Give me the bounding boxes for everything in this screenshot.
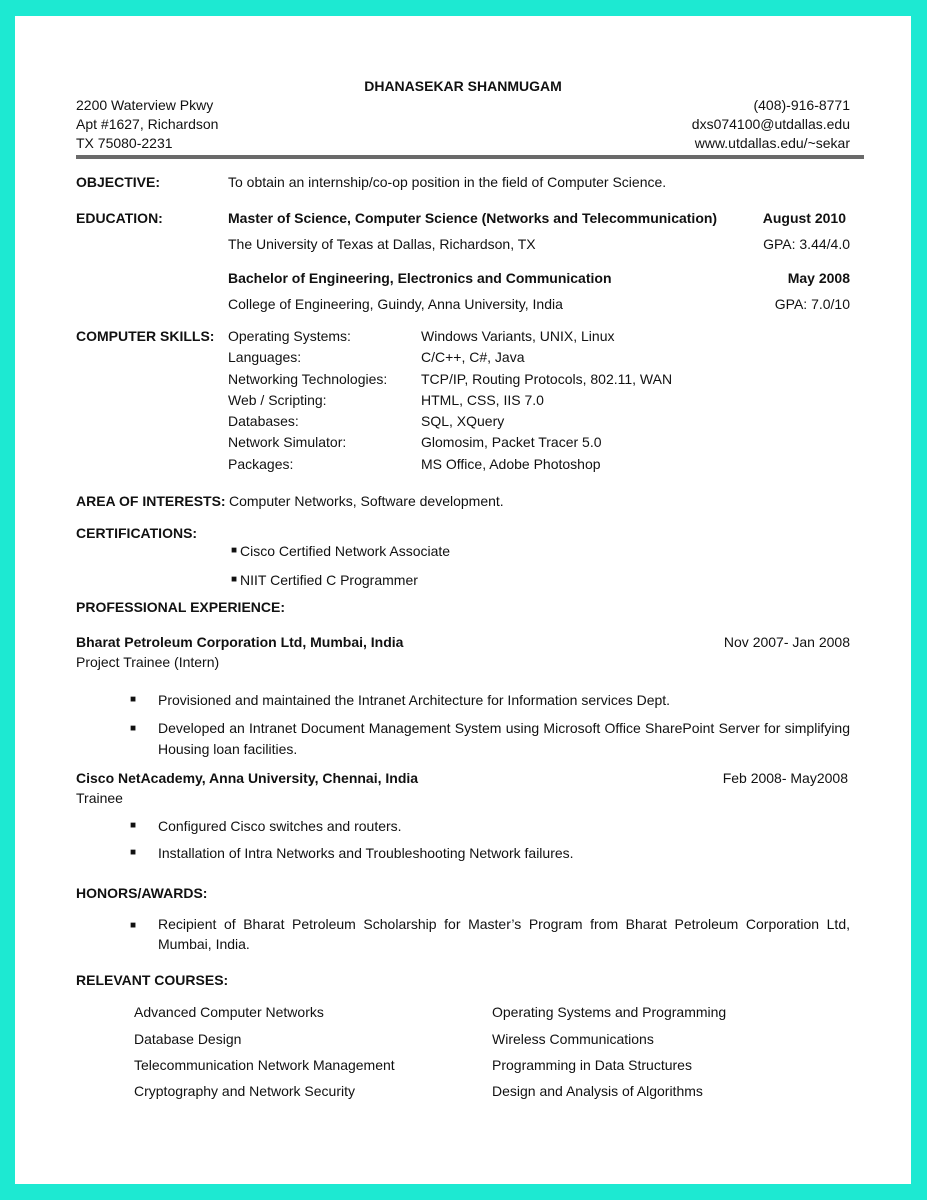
job-2-bullet: Configured Cisco switches and routers. bbox=[158, 818, 402, 834]
bullet-icon: ■ bbox=[231, 545, 238, 556]
job-1-title: Project Trainee (Intern) bbox=[76, 654, 220, 670]
honor-item: Recipient of Bharat Petroleum Scholarship for Master’s Program from Bharat Petroleum Corporation Ltd, Mumbai, India. bbox=[158, 916, 850, 952]
phone: (408)-916-8771 bbox=[753, 97, 850, 113]
address-line-2: Apt #1627, Richardson bbox=[76, 116, 219, 132]
experience-heading: PROFESSIONAL EXPERIENCE: bbox=[76, 599, 286, 615]
job-2-title: Trainee bbox=[76, 790, 123, 806]
skills-heading: COMPUTER SKILLS: bbox=[76, 328, 215, 344]
skill-label: Operating Systems: bbox=[228, 328, 351, 344]
honors-heading: HONORS/AWARDS: bbox=[76, 885, 208, 901]
degree-2-date: May 2008 bbox=[787, 270, 850, 286]
course-item: Database Design bbox=[134, 1031, 242, 1047]
course-item: Telecommunication Network Management bbox=[134, 1057, 395, 1073]
job-1-bullet: Developed an Intranet Document Management System using Microsoft Office SharePoint Server for simplifying Housing loan facilities. bbox=[158, 720, 850, 757]
job-2-company: Cisco NetAcademy, Anna University, Chennai, India bbox=[76, 770, 419, 786]
course-item: Operating Systems and Programming bbox=[492, 1004, 727, 1020]
address-line-1: 2200 Waterview Pkwy bbox=[76, 97, 214, 113]
interests-text: Computer Networks, Software development. bbox=[229, 493, 504, 509]
skill-value: Glomosim, Packet Tracer 5.0 bbox=[421, 434, 602, 450]
school-1: The University of Texas at Dallas, Richardson, TX bbox=[228, 236, 536, 252]
degree-1: Master of Science, Computer Science (Networks and Telecommunication) bbox=[228, 210, 718, 226]
bullet-icon: ■ bbox=[130, 694, 137, 705]
courses-heading: RELEVANT COURSES: bbox=[76, 972, 229, 988]
job-2-bullet: Installation of Intra Networks and Troubleshooting Network failures. bbox=[158, 845, 574, 861]
degree-1-date: August 2010 bbox=[762, 210, 846, 226]
course-item: Wireless Communications bbox=[492, 1031, 654, 1047]
bullet-icon: ■ bbox=[130, 820, 137, 831]
certifications-heading: CERTIFICATIONS: bbox=[76, 525, 198, 541]
objective-heading: OBJECTIVE: bbox=[76, 174, 161, 190]
applicant-name: DHANASEKAR SHANMUGAM bbox=[364, 78, 562, 94]
website: www.utdallas.edu/~sekar bbox=[694, 135, 850, 151]
job-1-bullet: Provisioned and maintained the Intranet Architecture for Information services Dept. bbox=[158, 692, 671, 708]
skill-label: Network Simulator: bbox=[228, 434, 347, 450]
course-item: Advanced Computer Networks bbox=[134, 1004, 324, 1020]
email: dxs074100@utdallas.edu bbox=[691, 116, 850, 132]
skill-value: TCP/IP, Routing Protocols, 802.11, WAN bbox=[421, 371, 673, 387]
bullet-icon: ■ bbox=[130, 920, 137, 931]
bullet-icon: ■ bbox=[130, 847, 137, 858]
skill-label: Languages: bbox=[228, 349, 302, 365]
skill-label: Web / Scripting: bbox=[228, 392, 327, 408]
education-heading: EDUCATION: bbox=[76, 210, 163, 226]
skill-label: Databases: bbox=[228, 413, 299, 429]
certification-item: NIIT Certified C Programmer bbox=[240, 572, 418, 588]
address-line-3: TX 75080-2231 bbox=[76, 135, 173, 151]
school-2: College of Engineering, Guindy, Anna University, India bbox=[228, 296, 563, 312]
bullet-icon: ■ bbox=[231, 574, 238, 585]
job-1-company: Bharat Petroleum Corporation Ltd, Mumbai, India bbox=[76, 634, 404, 650]
job-2-dates: Feb 2008- May2008 bbox=[722, 770, 848, 786]
header-divider bbox=[76, 155, 864, 159]
interests-heading: AREA OF INTERESTS: bbox=[76, 493, 226, 509]
course-item: Cryptography and Network Security bbox=[134, 1083, 355, 1099]
skill-label: Networking Technologies: bbox=[228, 371, 388, 387]
skill-label: Packages: bbox=[228, 456, 294, 472]
course-item: Programming in Data Structures bbox=[492, 1057, 692, 1073]
job-1-dates: Nov 2007- Jan 2008 bbox=[723, 634, 850, 650]
skill-value: Windows Variants, UNIX, Linux bbox=[421, 328, 615, 344]
certification-item: Cisco Certified Network Associate bbox=[240, 543, 451, 559]
course-item: Design and Analysis of Algorithms bbox=[492, 1083, 703, 1099]
gpa-1: GPA: 3.44/4.0 bbox=[763, 236, 850, 252]
objective-text: To obtain an internship/co-op position in the field of Computer Science. bbox=[228, 174, 667, 190]
gpa-2: GPA: 7.0/10 bbox=[774, 296, 850, 312]
resume-page bbox=[15, 16, 911, 1184]
degree-2: Bachelor of Engineering, Electronics and Communication bbox=[228, 270, 612, 286]
skill-value: C/C++, C#, Java bbox=[421, 349, 525, 365]
skill-value: HTML, CSS, IIS 7.0 bbox=[421, 392, 544, 408]
skill-value: MS Office, Adobe Photoshop bbox=[421, 456, 601, 472]
skill-value: SQL, XQuery bbox=[421, 413, 505, 429]
bullet-icon: ■ bbox=[130, 723, 137, 734]
